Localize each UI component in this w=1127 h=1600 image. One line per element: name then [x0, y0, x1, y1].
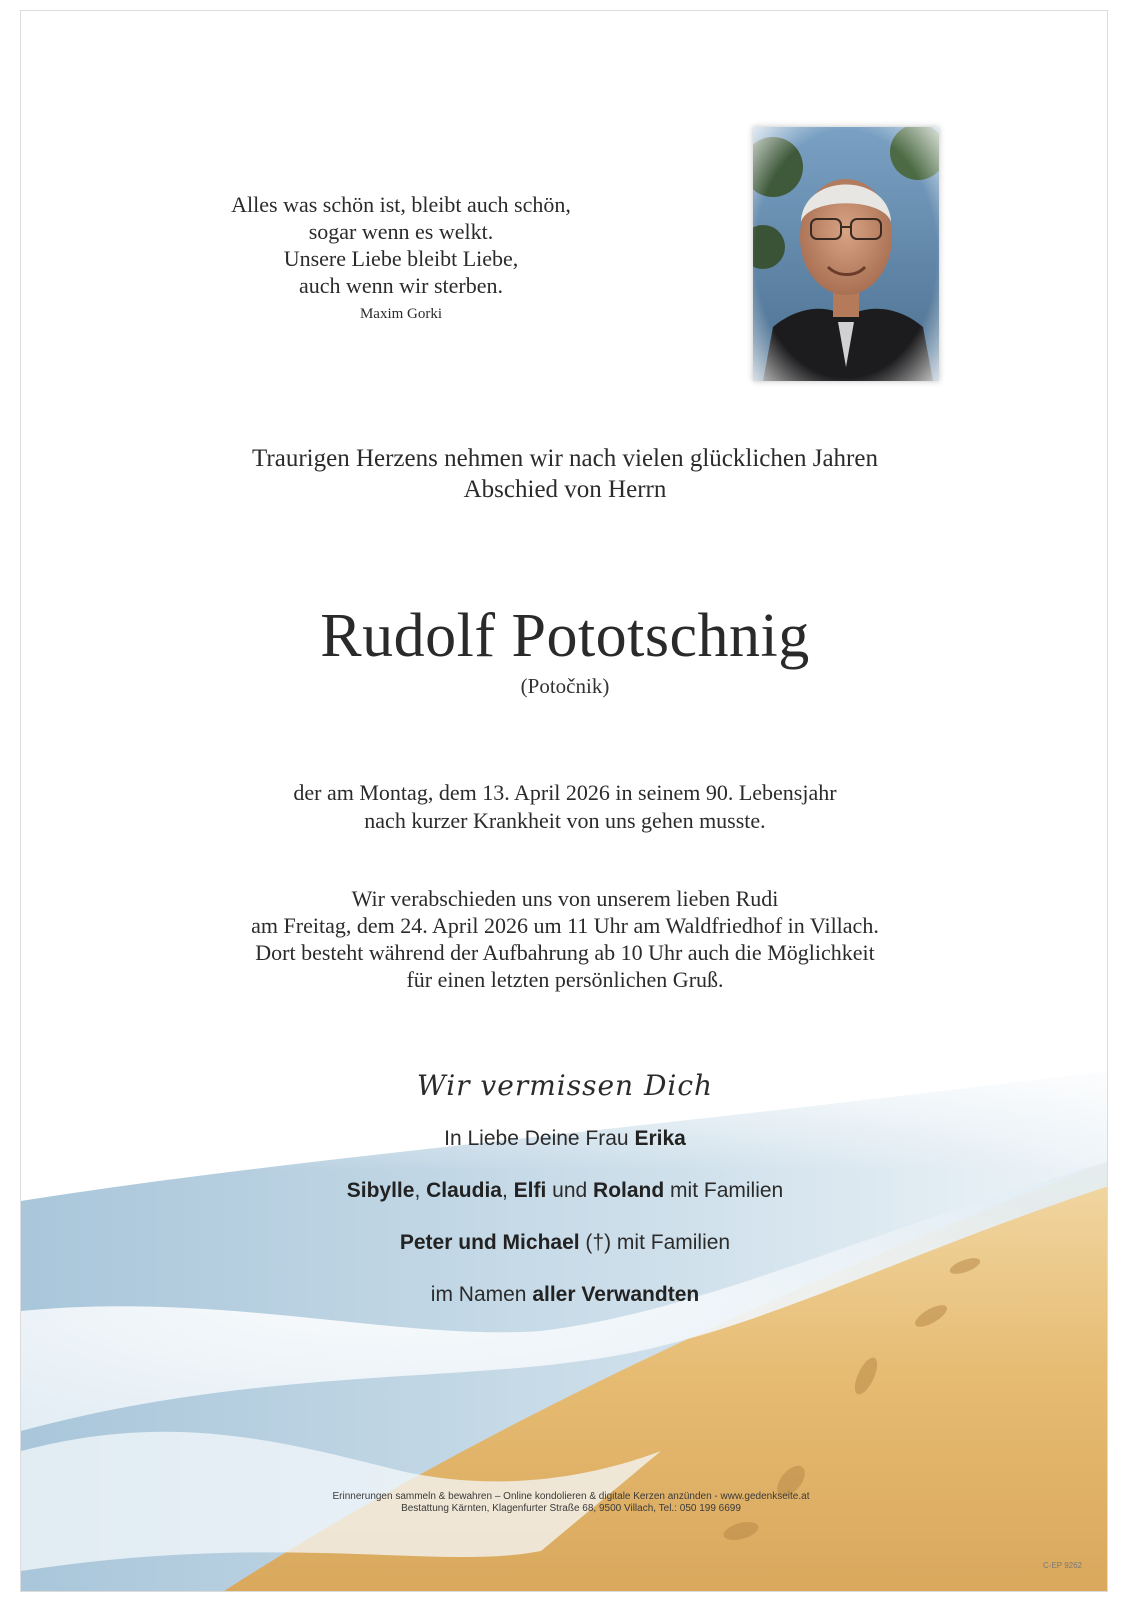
mourner-name: Erika — [634, 1127, 686, 1150]
funeral-details — [21, 885, 1108, 993]
funeral-line: Dort besteht während der Aufbahrung ab 10 Uhr auch die Möglichkeit — [255, 940, 875, 965]
mourner-line-children — [21, 1177, 1108, 1205]
mourner-name: Elfi — [513, 1179, 547, 1202]
intro-text — [21, 443, 1108, 505]
deceased-nickname: (Potočnik) — [520, 674, 610, 698]
mourner-name: Claudia — [426, 1179, 502, 1202]
opening-quote — [171, 191, 631, 327]
intro-line: Abschied von Herrn — [463, 476, 667, 503]
deceased-mark: (†) — [579, 1231, 612, 1254]
mourner-text: , — [501, 1179, 514, 1202]
obituary-sheet — [20, 10, 1108, 1592]
mourner-text: mit Familien — [611, 1231, 731, 1254]
mourner-name: Roland — [593, 1179, 665, 1202]
death-notice — [21, 779, 1108, 835]
intro-line: Traurigen Herzens nehmen wir nach vielen glücklichen Jahren — [252, 445, 878, 472]
death-line: nach kurzer Krankheit von uns gehen musste. — [364, 808, 766, 833]
funeral-line: Wir verabschieden uns von unserem lieben Rudi — [351, 886, 779, 911]
mourner-line-siblings — [21, 1229, 1108, 1257]
quote-line: auch wenn wir sterben. — [298, 273, 504, 298]
mourner-name: Sibylle — [346, 1179, 415, 1202]
quote-author: Maxim Gorki — [359, 306, 443, 322]
template-code: C-EP 9262 — [1043, 1561, 1082, 1570]
mourner-text: , — [414, 1179, 427, 1202]
mourner-name: aller Verwandten — [532, 1283, 700, 1306]
quote-line: Unsere Liebe bleibt Liebe, — [283, 246, 519, 271]
deceased-name: Rudolf Pototschnig — [320, 602, 810, 670]
mourner-line-relatives — [21, 1281, 1108, 1309]
funeral-line: am Freitag, dem 24. April 2026 um 11 Uhr am Waldfriedhof in Villach. — [251, 913, 879, 938]
death-line: der am Montag, dem 13. April 2026 in seinem 90. Lebensjahr — [293, 780, 837, 805]
mourner-name: Peter und Michael — [399, 1231, 580, 1254]
mourner-text: mit Familien — [664, 1179, 784, 1202]
footer-line: Bestattung Kärnten, Klagenfurter Straße 68, 9500 Villach, Tel.: 050 199 6699 — [401, 1503, 741, 1514]
quote-line: Alles was schön ist, bleibt auch schön, — [231, 192, 571, 217]
mourner-line-wife — [21, 1125, 1108, 1153]
quote-line: sogar wenn es welkt. — [308, 219, 494, 244]
footer-line: Erinnerungen sammeln & bewahren – Online kondolieren & digitale Kerzen anzünden - www.gedenkseite.at — [332, 1491, 810, 1502]
mourner-text: und — [546, 1179, 594, 1202]
funeral-line: für einen letzten persönlichen Gruß. — [406, 967, 724, 992]
mourner-text: im Namen — [430, 1283, 533, 1306]
portrait-photo — [753, 127, 939, 381]
miss-you-heading: Wir vermissen Dich — [416, 1069, 714, 1102]
funeral-home-footer — [21, 1491, 1108, 1515]
mourner-text: In Liebe Deine Frau — [444, 1127, 635, 1150]
